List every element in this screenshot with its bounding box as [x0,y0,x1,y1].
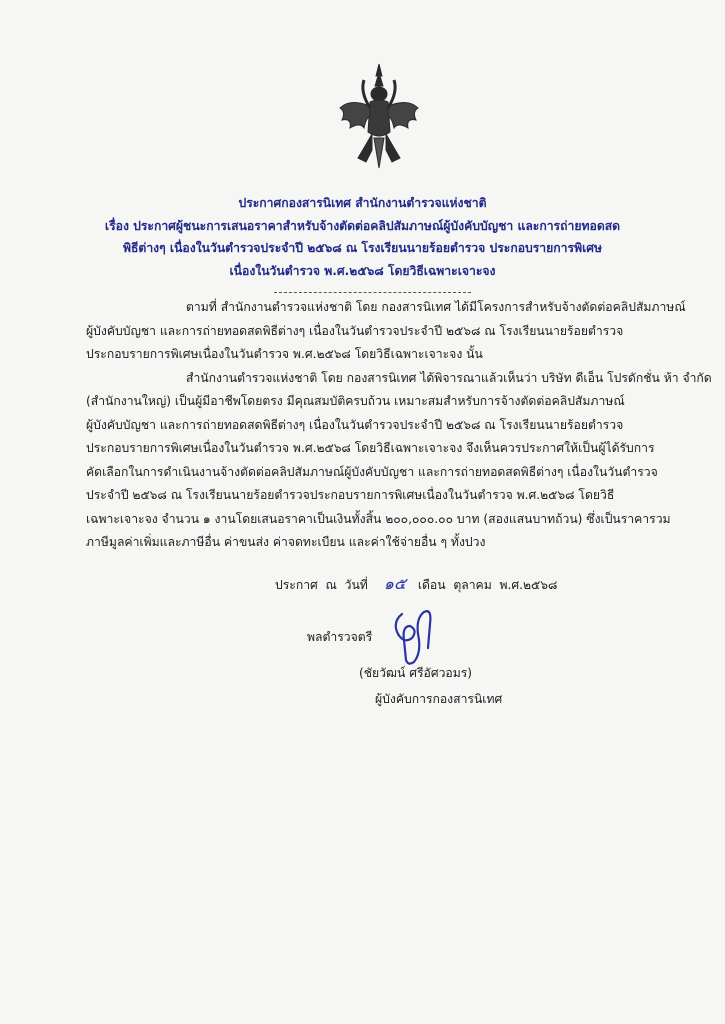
header-org: ประกาศกองสารนิเทศ สำนักงานตำรวจแห่งชาติ [238,196,487,210]
dateline-at: ณ [325,578,337,592]
body-p1-line-1: ตามที่ สำนักงานตำรวจแห่งชาติ โดย กองสารนิเทศ ได้มีโครงการสำหรับจ้างตัดต่อคลิปสัมภาษณ์ [186,300,686,314]
body-p2-line-1: สำนักงานตำรวจแห่งชาติ โดย กองสารนิเทศ ได้พิจารณาแล้วเห็นว่า บริษัท ดีเอ็น โปรดักชั่น ห้า จำกัด [186,370,712,385]
body-p2-line-3: ผู้บังคับบัญชา และการถ่ายทอดสดพิธีต่างๆ เนื่องในวันตำรวจประจำปี ๒๕๖๘ ณ โรงเรียนนายร้อยตำรวจ [86,417,624,432]
handwritten-signature [388,604,443,670]
dateline-day-label: วันที่ [344,578,368,592]
garuda-emblem [336,62,422,170]
dateline-month: ตุลาคม [453,578,492,592]
announcement-header [95,192,630,282]
signer-name: (ชัยวัฒน์ ศรีอัศวอมร) [359,666,473,680]
header-divider [274,292,471,293]
dateline-month-label: เดือน [417,578,446,592]
body-p2-line-7: เฉพาะเจาะจง จำนวน ๑ งานโดยเสนอราคาเป็นเงินทั้งสิ้น ๒๐๐,๐๐๐.๐๐ บาท (สองแสนบาทถ้วน) ซึ่งเป็นราคารวม [86,511,671,526]
dateline-year: พ.ศ.๒๕๖๘ [499,578,558,592]
body-p2-line-2: (สำนักงานใหญ่) เป็นผู้มีอาชีพโดยตรง มีคุณสมบัติครบถ้วน เหมาะสมสำหรับการจ้างตัดต่อคลิปสัมภาษณ์ [86,394,625,408]
body-p1-line-2: ผู้บังคับบัญชา และการถ่ายทอดสดพิธีต่างๆ เนื่องในวันตำรวจประจำปี ๒๕๖๘ ณ โรงเรียนนายร้อยตำรวจ [86,323,624,338]
signer-rank: พลตำรวจตรี [307,630,373,644]
body-p1-line-3: ประกอบรายการพิเศษเนื่องในวันตำรวจ พ.ศ.๒๕๖๘ โดยวิธีเฉพาะเจาะจง นั้น [86,347,483,361]
announcement-body [86,296,712,555]
header-subject-2: พิธีต่างๆ เนื่องในวันตำรวจประจำปี ๒๕๖๘ ณ โรงเรียนนายร้อยตำรวจ ประกอบรายการพิเศษ [122,241,603,255]
header-subject-3: เนื่องในวันตำรวจ พ.ศ.๒๕๖๘ โดยวิธีเฉพาะเจาะจง [229,263,496,278]
body-p2-line-6: ประจำปี ๒๕๖๘ ณ โรงเรียนนายร้อยตำรวจประกอบรายการพิเศษเนื่องในวันตำรวจ พ.ศ.๒๕๖๘ โดยวิธี [86,488,615,502]
dateline-announce: ประกาศ [275,578,318,592]
body-p2-line-4: ประกอบรายการพิเศษเนื่องในวันตำรวจ พ.ศ.๒๕๖๘ โดยวิธีเฉพาะเจาะจง จึงเห็นควรประกาศให้เป็นผู้ได้รับการ [86,441,655,455]
body-p2-line-5: คัดเลือกในการดำเนินงานจ้างตัดต่อคลิปสัมภาษณ์ผู้บังคับบัญชา และการถ่ายทอดสดพิธีต่างๆ เนื่องในวันตำรวจ [86,464,658,479]
header-subject-1: เรื่อง ประกาศผู้ชนะการเสนอราคาสำหรับจ้างตัดต่อคลิปสัมภาษณ์ผู้บังคับบัญชา และการถ่ายทอดสด [104,218,621,233]
dateline-day: ๑๕ [383,574,406,593]
body-p2-line-8: ภาษีมูลค่าเพิ่มและภาษีอื่น ค่าขนส่ง ค่าจดทะเบียน และค่าใช้จ่ายอื่น ๆ ทั้งปวง [86,535,486,549]
signer-title: ผู้บังคับการกองสารนิเทศ [375,692,503,706]
dateline [275,572,557,597]
